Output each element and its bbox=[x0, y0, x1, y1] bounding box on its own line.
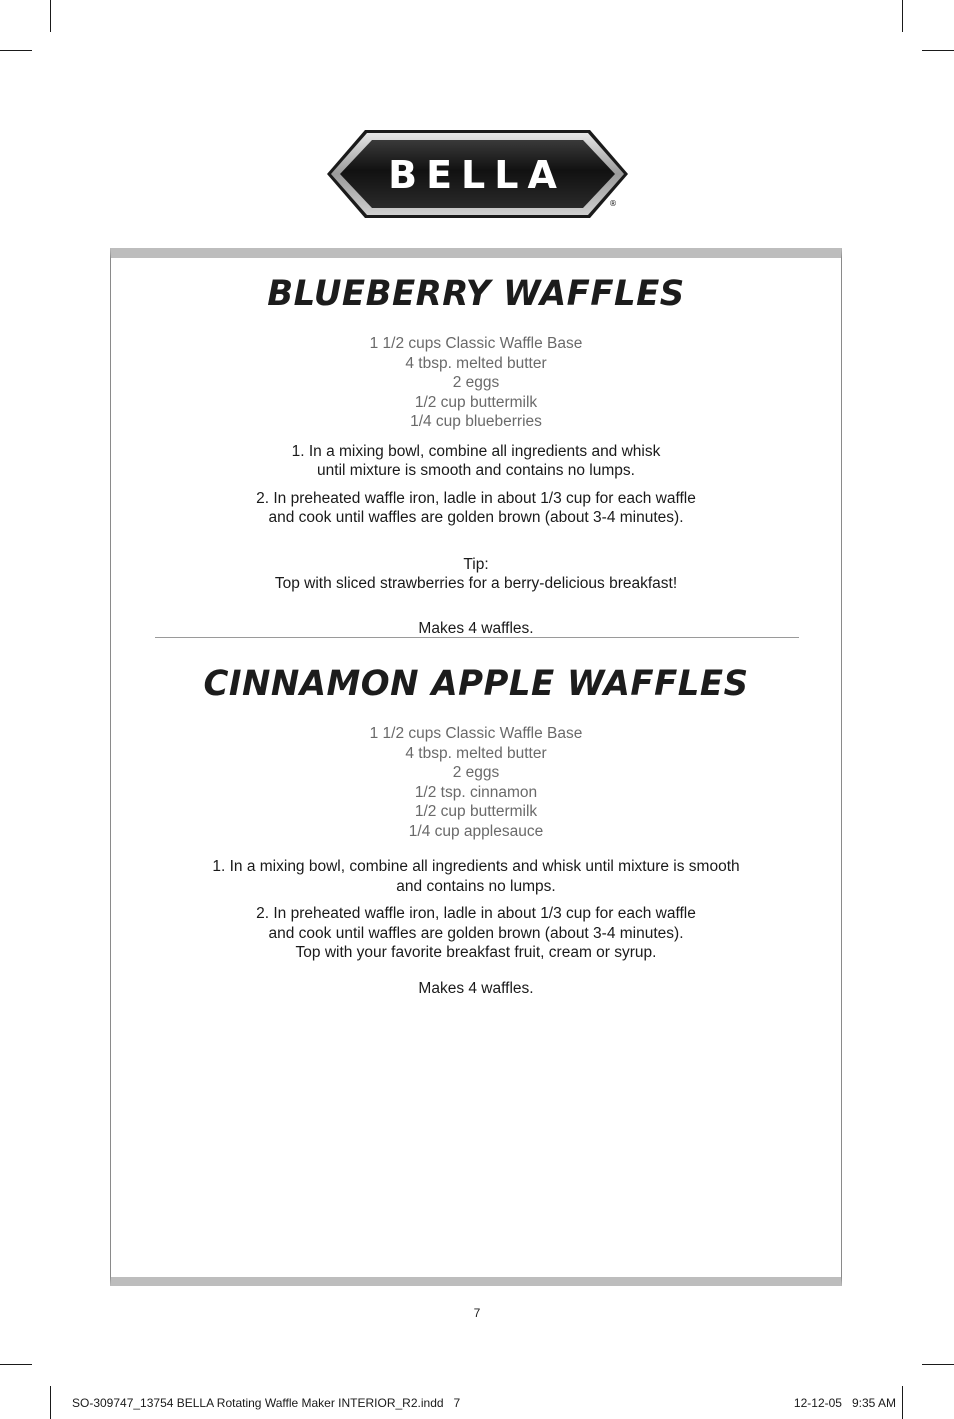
ingredient-item: 1/4 cup applesauce bbox=[408, 822, 544, 840]
ingredient-item: 2 eggs bbox=[452, 374, 500, 391]
ingredient-item: 4 tbsp. melted butter bbox=[405, 744, 547, 762]
bella-logo bbox=[325, 128, 630, 220]
ingredient-item: 1/2 cup buttermilk bbox=[414, 803, 538, 820]
page-number: 7 bbox=[473, 1306, 481, 1320]
crop-mark bbox=[922, 50, 954, 51]
crop-mark bbox=[922, 1364, 954, 1365]
ingredient-item: 1 1/2 cups Classic Waffle Base bbox=[369, 335, 583, 352]
recipe-panel bbox=[110, 248, 842, 1286]
instruction-list bbox=[111, 442, 841, 528]
recipe-yield: Makes 4 waffles. bbox=[418, 979, 534, 997]
footer-timestamp: 12-12-05 9:35 AM bbox=[793, 1396, 896, 1410]
registered-mark: ® bbox=[609, 199, 617, 208]
tip-text: Top with sliced strawberries for a berry-delicious breakfast! bbox=[274, 575, 678, 592]
recipe-cinnamon-apple-waffles bbox=[111, 664, 841, 998]
ingredient-item: 1/2 tsp. cinnamon bbox=[414, 783, 538, 801]
crop-mark bbox=[50, 0, 51, 32]
recipe-title: CINNAMON APPLE WAFFLES bbox=[203, 664, 749, 704]
section-divider bbox=[155, 637, 799, 638]
recipe-yield: Makes 4 waffles. bbox=[418, 619, 534, 637]
crop-mark bbox=[0, 50, 32, 51]
ingredient-list bbox=[111, 724, 841, 841]
crop-mark bbox=[50, 1386, 51, 1419]
recipe-blueberry-waffles bbox=[111, 274, 841, 638]
tip-label: Tip: bbox=[463, 555, 489, 573]
instruction-step: 1. In a mixing bowl, combine all ingredients and whisk until mixture is smooth and contains no lumps. bbox=[212, 858, 740, 895]
instruction-step: 1. In a mixing bowl, combine all ingredients and whisk until mixture is smooth and contains no lumps. bbox=[291, 442, 661, 479]
ingredient-item: 1 1/2 cups Classic Waffle Base bbox=[369, 725, 583, 742]
tip bbox=[111, 555, 841, 594]
logo-text: BELLA bbox=[388, 153, 566, 197]
footer-filename: SO-309747_13754 BELLA Rotating Waffle Maker INTERIOR_R2.indd 7 bbox=[72, 1396, 461, 1410]
ingredient-item: 1/2 cup buttermilk bbox=[414, 393, 538, 411]
crop-mark bbox=[0, 1364, 32, 1365]
ingredient-item: 4 tbsp. melted butter bbox=[405, 354, 547, 372]
crop-mark bbox=[902, 0, 903, 32]
instruction-step: 2. In preheated waffle iron, ladle in about 1/3 cup for each waffle and cook until waffles are golden brown (about 3-4 minutes). bbox=[256, 489, 696, 526]
ingredient-item: 1/4 cup blueberries bbox=[410, 413, 542, 430]
ingredient-list bbox=[111, 334, 841, 432]
recipe-title: BLUEBERRY WAFFLES bbox=[267, 274, 685, 314]
instruction-list bbox=[111, 857, 841, 963]
instruction-step: 2. In preheated waffle iron, ladle in about 1/3 cup for each waffle and cook until waffles are golden brown (about 3-4 minutes). Top with your favorite breakfast fruit, cream or syrup. bbox=[256, 905, 696, 961]
ingredient-item: 2 eggs bbox=[452, 764, 500, 781]
crop-mark bbox=[902, 1386, 903, 1419]
